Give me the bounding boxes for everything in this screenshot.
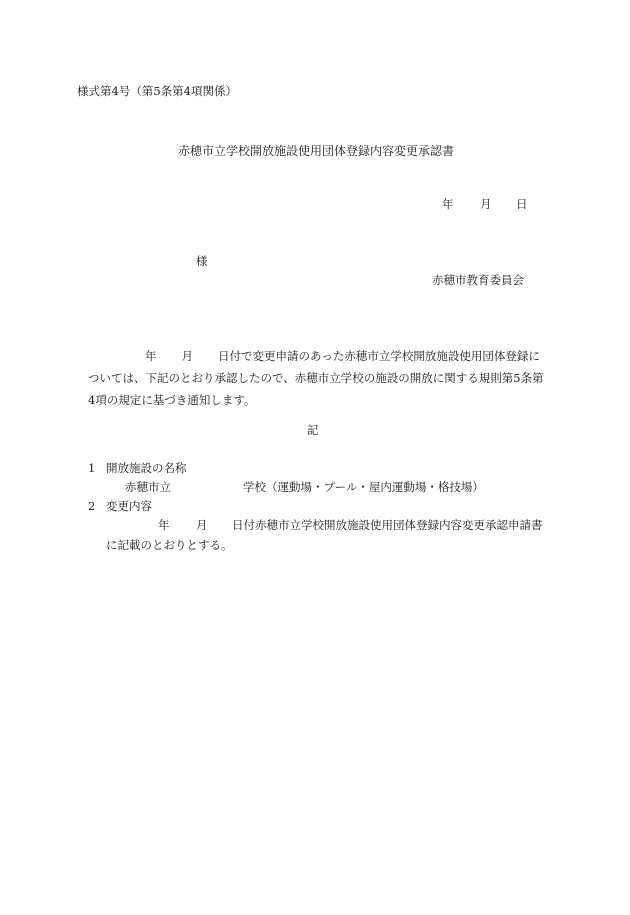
notice-body-line-1 bbox=[88, 345, 568, 367]
item-2-number: 2 bbox=[88, 499, 96, 513]
body-text-1: 日付で変更申請のあった赤穂市立学校開放施設使用団体登録に bbox=[218, 349, 540, 363]
body-year-label: 年 bbox=[145, 349, 157, 363]
addressee-suffix: 様 bbox=[196, 254, 208, 268]
notice-body-line-3: 4項の規定に基づき通知します。 bbox=[88, 393, 256, 407]
ki-heading: 記 bbox=[307, 423, 319, 437]
issuer-name: 赤穂市教育委員会 bbox=[432, 273, 524, 287]
form-number: 様式第4号（第5条第4項関係） bbox=[77, 84, 237, 98]
item-2-heading: 変更内容 bbox=[106, 499, 152, 513]
document-title: 赤穂市立学校開放施設使用団体登録内容変更承認書 bbox=[178, 144, 455, 158]
item-2-line-2: に記載のとおりとする。 bbox=[106, 538, 233, 552]
item-1-heading: 開放施設の名称 bbox=[106, 461, 187, 475]
notice-body-line-2: ついては、下記のとおり承認したので、赤穂市立学校の施設の開放に関する規則第5条第 bbox=[88, 371, 544, 385]
item-2-month-label: 月 bbox=[196, 518, 208, 532]
date-day-label: 日 bbox=[516, 197, 528, 211]
item-1-school-suffix: 学校（運動場・プール・屋内運動場・格技場） bbox=[243, 480, 484, 494]
notice-body bbox=[88, 345, 568, 411]
body-month-label: 月 bbox=[181, 349, 193, 363]
date-year-label: 年 bbox=[442, 197, 454, 211]
date-month-label: 月 bbox=[480, 197, 492, 211]
item-2-text: 日付赤穂市立学校開放施設使用団体登録内容変更承認申請書 bbox=[232, 518, 543, 532]
item-1-city-prefix: 赤穂市立 bbox=[125, 480, 171, 494]
item-1-number: 1 bbox=[88, 461, 96, 475]
item-2-year-label: 年 bbox=[158, 518, 170, 532]
